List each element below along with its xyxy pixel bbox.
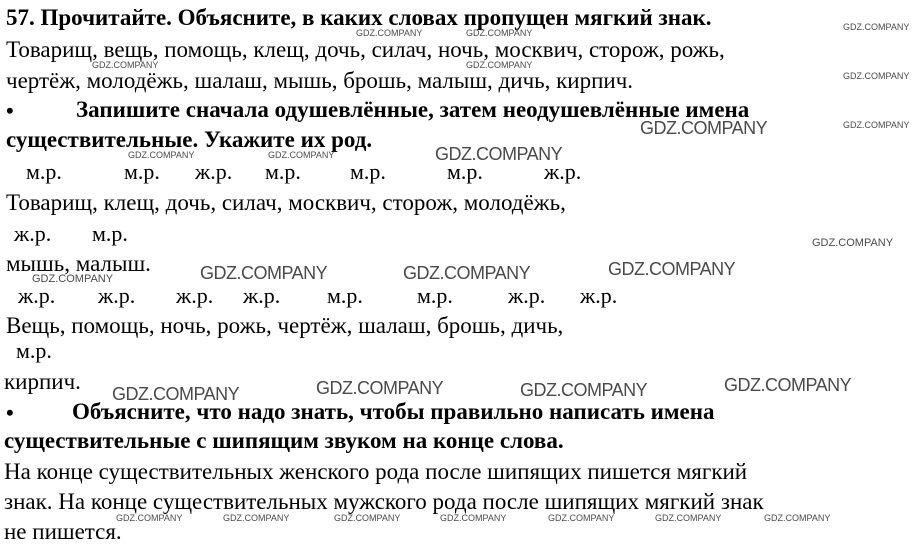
watermark: GDZ.COMPANY [403,263,531,283]
watermark: GDZ.COMPANY [92,60,159,70]
gender-label: ж.р. [14,221,52,246]
gender-label: м.р. [350,159,386,184]
answer-line-2: знак. На конце существительных мужского рода после шипящих мягкий знак [4,489,764,514]
watermark: GDZ.COMPANY [843,22,910,32]
answer-line-1: На конце существительных женского рода после шипящих пишется мягкий [4,459,748,484]
inanimate-words-line-1: Вещь, помощь, ночь, рожь, чертёж, шалаш, брошь, дичь, [6,313,564,338]
watermark: GDZ.COMPANY [116,513,183,523]
watermark: GDZ.COMPANY [520,380,648,400]
watermark: GDZ.COMPANY [356,28,423,38]
gender-label: ж.р. [544,159,582,184]
watermark: GDZ.COMPANY [764,513,831,523]
animate-words-line-2: мышь, малыш. [6,251,151,276]
gender-label: ж.р. [580,283,618,308]
watermark: GDZ.COMPANY [843,120,910,130]
task-1-line-1: Запишите сначала одушевлённые, затем неодушевлённые имена [76,97,750,122]
watermark: GDZ.COMPANY [843,71,910,81]
watermark: GDZ.COMPANY [466,28,533,38]
gender-label: м.р. [16,338,52,363]
watermark: GDZ.COMPANY [334,513,401,523]
watermark: GDZ.COMPANY [200,263,328,283]
gender-label: ж.р. [195,159,233,184]
bullet-icon: • [6,400,14,425]
task-1-line-2: существительные. Укажите их род. [6,127,373,152]
gender-label: м.р. [447,159,483,184]
watermark: GDZ.COMPANY [440,513,507,523]
gender-label: ж.р. [98,283,136,308]
bullet-icon: • [6,98,14,123]
word-list-line-2: чертёж, молодёжь, шалаш, мышь, брошь, малыш, дичь, кирпич. [6,68,634,93]
inanimate-words-line-2: кирпич. [4,369,81,394]
watermark: GDZ.COMPANY [640,118,768,138]
watermark: GDZ.COMPANY [32,273,114,285]
gender-label: ж.р. [18,283,56,308]
gender-label: м.р. [92,221,128,246]
watermark: GDZ.COMPANY [268,150,335,160]
gender-label: м.р. [26,159,62,184]
gender-label: м.р. [265,159,301,184]
gender-label: ж.р. [243,283,281,308]
watermark: GDZ.COMPANY [316,378,444,398]
answer-line-3: не пишется. [4,519,122,544]
gender-label: м.р. [124,159,160,184]
animate-words-line-1: Товарищ, клещ, дочь, силач, москвич, сторож, молодёжь, [6,190,566,215]
gender-label: м.р. [417,283,453,308]
exercise-title: 57. Прочитайте. Объясните, в каких словах пропущен мягкий знак. [6,5,712,30]
watermark: GDZ.COMPANY [435,144,563,164]
watermark: GDZ.COMPANY [655,513,722,523]
watermark: GDZ.COMPANY [128,150,195,160]
task-2-line-1: Объясните, что надо знать, чтобы правильно написать имена [72,399,715,424]
watermark: GDZ.COMPANY [724,375,852,395]
watermark: GDZ.COMPANY [466,60,533,70]
word-list-line-1: Товарищ, вещь, помощь, клещ, дочь, силач, ночь, москвич, сторож, рожь, [6,37,725,62]
watermark: GDZ.COMPANY [812,237,894,249]
watermark: GDZ.COMPANY [112,384,240,404]
watermark: GDZ.COMPANY [548,513,615,523]
watermark: GDZ.COMPANY [608,259,736,279]
task-2-line-2: существительные с шипящим звуком на конце слова. [4,428,564,453]
watermark: GDZ.COMPANY [223,513,290,523]
gender-label: ж.р. [508,283,546,308]
gender-label: м.р. [327,283,363,308]
gender-label: ж.р. [176,283,214,308]
